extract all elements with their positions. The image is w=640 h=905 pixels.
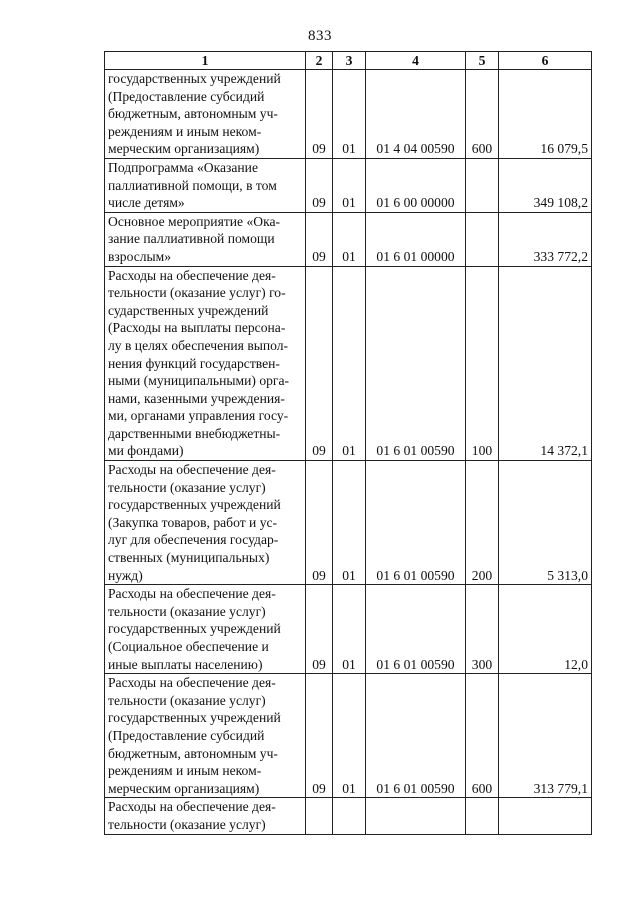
row-section: 09 bbox=[306, 212, 333, 266]
table-row bbox=[105, 158, 592, 212]
row-section: 09 bbox=[306, 674, 333, 798]
row-amount bbox=[499, 798, 592, 834]
row-subsection: 01 bbox=[333, 585, 366, 674]
row-name: Расходы на обеспечение дея- тельности (оказание услуг) го- сударственных учреждений (Расходы на выплаты персона- лу в целях обеспечения выпол- нения функций государствен- ными (муниципальными) орга- нами, казенными учреждения- ми, органами управления госу- дарственными внебюджетны- ми фондами) bbox=[105, 266, 306, 461]
row-subsection: 01 bbox=[333, 70, 366, 159]
row-expense-type: 200 bbox=[466, 461, 499, 585]
row-subsection: 01 bbox=[333, 158, 366, 212]
row-expense-type: 300 bbox=[466, 585, 499, 674]
row-expense-type: 600 bbox=[466, 674, 499, 798]
row-amount: 16 079,5 bbox=[499, 70, 592, 159]
table-row bbox=[105, 266, 592, 461]
row-subsection bbox=[333, 798, 366, 834]
row-name: Расходы на обеспечение дея- тельности (оказание услуг) bbox=[105, 798, 306, 834]
row-target-code bbox=[366, 798, 466, 834]
header-cell-3: 3 bbox=[333, 52, 366, 70]
row-section: 09 bbox=[306, 266, 333, 461]
header-cell-2: 2 bbox=[306, 52, 333, 70]
budget-table bbox=[104, 51, 592, 835]
row-subsection: 01 bbox=[333, 674, 366, 798]
header-cell-4: 4 bbox=[366, 52, 466, 70]
row-target-code: 01 4 04 00590 bbox=[366, 70, 466, 159]
row-subsection: 01 bbox=[333, 212, 366, 266]
table-row bbox=[105, 461, 592, 585]
table-row bbox=[105, 70, 592, 159]
row-expense-type: 100 bbox=[466, 266, 499, 461]
table-row bbox=[105, 585, 592, 674]
row-target-code: 01 6 00 00000 bbox=[366, 158, 466, 212]
row-target-code: 01 6 01 00590 bbox=[366, 266, 466, 461]
header-cell-1: 1 bbox=[105, 52, 306, 70]
row-target-code: 01 6 01 00590 bbox=[366, 674, 466, 798]
row-amount: 349 108,2 bbox=[499, 158, 592, 212]
row-subsection: 01 bbox=[333, 266, 366, 461]
row-target-code: 01 6 01 00590 bbox=[366, 585, 466, 674]
row-subsection: 01 bbox=[333, 461, 366, 585]
row-name: Расходы на обеспечение дея- тельности (оказание услуг) государственных учреждений (Социальное обеспечение и иные выплаты населению) bbox=[105, 585, 306, 674]
row-name: Основное мероприятие «Ока- зание паллиативной помощи взрослым» bbox=[105, 212, 306, 266]
row-section bbox=[306, 798, 333, 834]
row-amount: 5 313,0 bbox=[499, 461, 592, 585]
row-amount: 333 772,2 bbox=[499, 212, 592, 266]
row-name: государственных учреждений (Предоставление субсидий бюджетным, автономным уч- реждениям и иным неком- мерческим организациям) bbox=[105, 70, 306, 159]
row-section: 09 bbox=[306, 585, 333, 674]
row-target-code: 01 6 01 00590 bbox=[366, 461, 466, 585]
row-amount: 14 372,1 bbox=[499, 266, 592, 461]
page-number: 833 bbox=[308, 28, 332, 44]
table-row bbox=[105, 212, 592, 266]
row-section: 09 bbox=[306, 70, 333, 159]
row-expense-type: 600 bbox=[466, 70, 499, 159]
header-cell-5: 5 bbox=[466, 52, 499, 70]
row-name: Расходы на обеспечение дея- тельности (оказание услуг) государственных учреждений (Закупка товаров, работ и ус- луг для обеспечения государ- ственных (муниципальных) нужд) bbox=[105, 461, 306, 585]
row-section: 09 bbox=[306, 461, 333, 585]
header-row bbox=[105, 52, 592, 70]
row-expense-type bbox=[466, 212, 499, 266]
table-row bbox=[105, 798, 592, 834]
row-name: Расходы на обеспечение дея- тельности (оказание услуг) государственных учреждений (Предоставление субсидий бюджетным, автономным уч- реждениям и иным неком- мерческим организациям) bbox=[105, 674, 306, 798]
row-amount: 313 779,1 bbox=[499, 674, 592, 798]
row-expense-type bbox=[466, 798, 499, 834]
row-section: 09 bbox=[306, 158, 333, 212]
row-target-code: 01 6 01 00000 bbox=[366, 212, 466, 266]
row-name: Подпрограмма «Оказание паллиативной помощи, в том числе детям» bbox=[105, 158, 306, 212]
table-row bbox=[105, 674, 592, 798]
row-expense-type bbox=[466, 158, 499, 212]
header-cell-6: 6 bbox=[499, 52, 592, 70]
row-amount: 12,0 bbox=[499, 585, 592, 674]
